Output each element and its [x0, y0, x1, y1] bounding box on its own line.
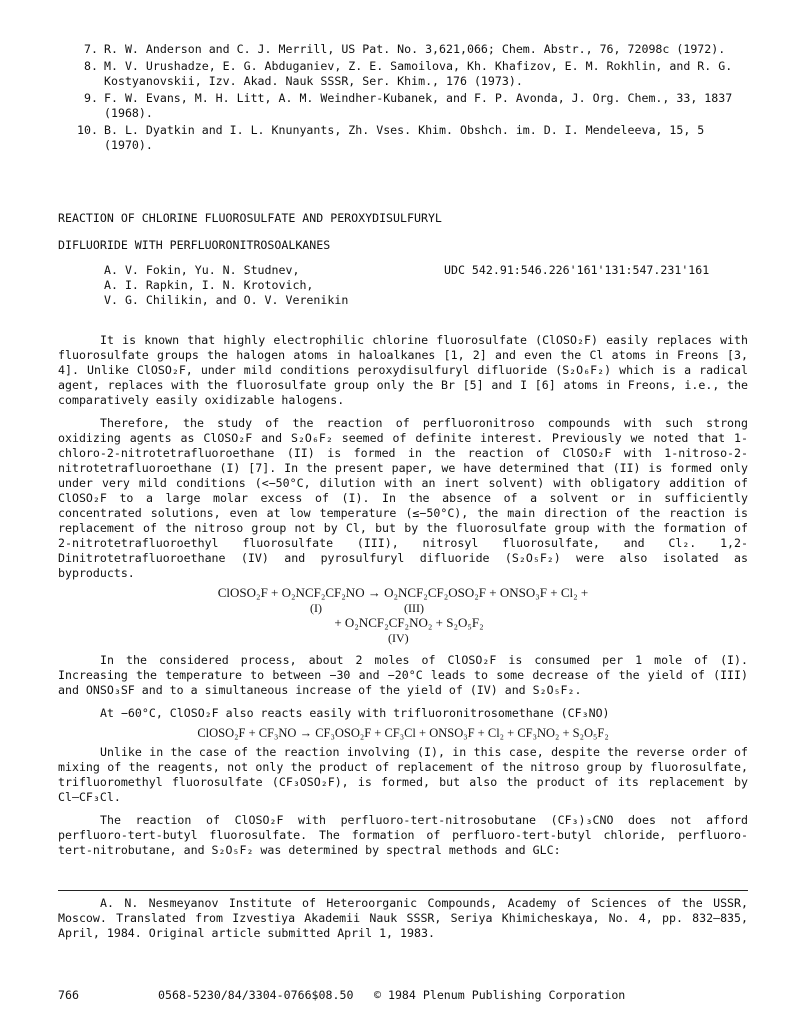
page-footer — [58, 988, 748, 1008]
footnote-divider — [58, 890, 748, 891]
author-line: A. V. Fokin, Yu. N. Studnev, — [104, 263, 300, 277]
footnote — [58, 896, 748, 941]
compound-label-iv: (IV) — [388, 631, 409, 645]
reference-text: R. W. Anderson and C. J. Merrill, US Pat. No. 3,621,066; Chem. Abstr., 76, 72098c (1972). — [104, 42, 726, 56]
author-list — [104, 263, 424, 308]
issn-code: 0568-5230/84/3304-0766$08.50 — [158, 988, 354, 1002]
author-line: A. I. Rapkin, I. N. Krotovich, — [104, 278, 314, 292]
paragraph: The reaction of ClOSO₂F with perfluoro-tert-nitrosobutane (CF₃)₃CNO does not afford perfluoro-tert-butyl fluorosulfate. The formation of perfluoro-tert-butyl chloride, perfluoro-tert-nitrobutane, and S₂O₅F₂ was determined by spectral methods and GLC: — [58, 813, 748, 857]
equation-line: ClOSO₂F + O₂NCF₂CF₂NO → O₂NCF₂CF₂OSO₂F + ONSO₃F + Cl₂ + — [217, 585, 589, 600]
equation-line: + O₂NCF₂CF₂NO₂ + S₂O₅F₂ — [334, 615, 484, 630]
reference-item — [58, 42, 748, 57]
reference-item — [58, 59, 748, 89]
reference-number: 7. — [84, 42, 98, 56]
reference-text: B. L. Dyatkin and I. L. Knunyants, Zh. Vses. Khim. Obshch. im. D. I. Mendeleeva, 15, 5 (1970). — [104, 123, 705, 152]
paragraph: At −60°C, ClOSO₂F also reacts easily with trifluoronitrosomethane (CF₃NO) — [100, 706, 610, 720]
reaction-equation-2: ClOSO₂F + CF₃NO → CF₃OSO₂F + CF₃Cl + ONSO₃F + Cl₂ + CF₃NO₂ + S₂O₅F₂ — [197, 726, 609, 740]
paragraph: Unlike in the case of the reaction involving (I), in this case, despite the reverse order of mixing of the reagents, not only the product of replacement of the nitroso group by fluorosulfate, trifluoromethyl fluorosulfate (CF₃OSO₂F), is formed, but also the product of its replacement by Cl–CF₃Cl. — [58, 745, 748, 804]
compound-label-iii: (III) — [404, 601, 424, 615]
reference-item — [58, 91, 748, 121]
paragraph: Therefore, the study of the reaction of perfluoronitroso compounds with such strong oxidizing agents as ClOSO₂F and S₂O₆F₂ seemed of definite interest. Previously we noted that 1-chloro-2-nitrotetrafluoroethane (II) is formed in the reaction of ClOSO₂F with 1-nitroso-2-nitrotetrafluoroethane (I) [7]. In the present paper, we have determined that (II) is formed only under very mild conditions (<−50°C, dilution with an inert solvent) with obligatory addition of ClOSO₂F to a large molar excess of (I). In the absence of a solvent or in sufficiently concentrated solutions, even at low temperature (≤−50°C), the main direction of the reaction is replacement of the nitroso group not by Cl, but by the fluorosulfate group with the formation of 2-nitrotetrafluoroethyl fluorosulfate (III), nitrosyl fluorosulfate, and Cl₂. 1,2-Dinitrotetrafluoroethane (IV) and pyrosulfuryl difluoride (S₂O₅F₂) were also isolated as byproducts. — [58, 416, 748, 580]
reaction-equation-1 — [58, 585, 748, 645]
paragraph: It is known that highly electrophilic chlorine fluorosulfate (ClOSO₂F) easily replaces with fluorosulfate groups the halogen atoms in haloalkanes [1, 2] and even the Cl atoms in Freons [3, 4]. Unlike ClOSO₂F, under mild conditions peroxydisulfuryl difluoride (S₂O₆F₂) which is a radical agent, replaces with the fluorosulfate group only the Br [5] and I [6] atoms in Freons, i.e., the comparatively easily oxidizable halogens. — [58, 333, 748, 407]
page-number: 766 — [58, 988, 79, 1002]
reference-number: 8. — [84, 59, 98, 73]
paragraph: In the considered process, about 2 moles of ClOSO₂F is consumed per 1 mole of (I). Increasing the temperature to between −30 and −20°C leads to some decrease of the yield of (III) and ONSO₃SF and to a simultaneous increase of the yield of (IV) and S₂O₅F₂. — [58, 653, 748, 697]
copyright-notice: © 1984 Plenum Publishing Corporation — [374, 988, 626, 1002]
equation-labels — [58, 601, 748, 615]
udc-code: UDC 542.91:546.226'161'131:547.231'161 — [444, 263, 710, 277]
article-body — [58, 333, 748, 866]
reference-item — [58, 123, 748, 153]
reference-number: 9. — [84, 91, 98, 105]
reference-text: M. V. Urushadze, E. G. Abduganiev, Z. E. Samoilova, Kh. Khafizov, E. M. Rokhlin, and R. G. Kostyanovskii, Izv. Akad. Nauk SSSR, Ser. Khim., 176 (1973). — [104, 59, 733, 88]
author-line: V. G. Chilikin, and O. V. Verenikin — [104, 293, 349, 307]
title-line-1: REACTION OF CHLORINE FLUOROSULFATE AND PEROXYDISULFURYL — [58, 211, 442, 225]
article-title — [58, 211, 748, 265]
title-line-2: DIFLUORIDE WITH PERFLUORONITROSOALKANES — [58, 238, 331, 252]
reference-number: 10. — [77, 123, 98, 137]
footnote-text: A. N. Nesmeyanov Institute of Heteroorganic Compounds, Academy of Sciences of the USSR, Moscow. Translated from Izvestiya Akademii Nauk SSSR, Seriya Khimicheskaya, No. 4, pp. 832–835, April, 1984. Original article submitted April 1, 1983. — [58, 896, 748, 940]
compound-label-i: (I) — [310, 601, 322, 615]
equation-labels — [58, 631, 748, 645]
reference-text: F. W. Evans, M. H. Litt, A. M. Weindher-Kubanek, and F. P. Avonda, J. Org. Chem., 33, 1837 (1968). — [104, 91, 733, 120]
reference-list — [58, 42, 748, 155]
